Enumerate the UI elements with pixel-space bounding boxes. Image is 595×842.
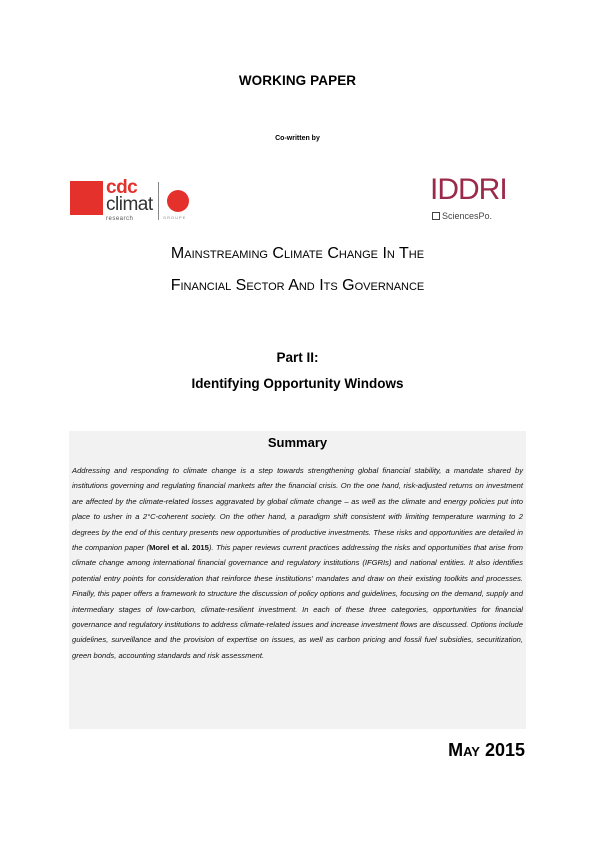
cowritten-label: Co-written by (275, 135, 320, 142)
summary-heading: Summary (267, 435, 328, 450)
sciencespo-logo-text: SciencesPo. (442, 211, 493, 221)
research-logo-text: research (106, 216, 134, 222)
cdc-logo-text: cdc (106, 177, 138, 198)
sciencespo-logo (432, 211, 492, 221)
summary-text-part-a: Addressing and responding to climate change is a step towards strengthening global financial stability, a mandate shared by institutions governing and regulating financial markets after the financial crisis. On the one hand, risk-adjusted returns on investment are affected by the climate-related losses aggravated by global climate change – as well as the climate and energy policies put into place to usher in a 2°C-coherent society. On the other hand, a paradigm shift consistent with limiting temperature warming to 2 degrees by the end of this century presents new opportunities of productive investments. These risks and opportunities are detailed in the companion paper ( (72, 466, 523, 553)
summary-text (72, 463, 523, 663)
part-label: Part II: (276, 350, 319, 365)
part-subtitle: Identifying Opportunity Windows (191, 376, 404, 391)
iddri-logo (430, 175, 530, 230)
part-title (0, 345, 595, 397)
cdc-climat-logo (70, 178, 210, 228)
summary-citation: Morel et al. 2015 (149, 543, 209, 553)
climat-logo-text: climat (106, 194, 153, 215)
title-line-2: Financial Sector And Its Governance (170, 277, 425, 294)
caisse-depots-circle-icon (167, 190, 189, 212)
paper-main-title (0, 238, 595, 302)
groupe-logo-text: GROUPE (163, 215, 187, 220)
cdc-red-square-icon (70, 181, 103, 215)
logo-divider (158, 182, 159, 220)
iddri-logo-text: IDDRI (430, 173, 507, 206)
summary-box (69, 431, 526, 729)
summary-text-part-b: ). This paper reviews current practices addressing the risks and opportunities that arise from climate change among international financial governance and regulatory institutions (IFGRIs) and national entities. It also identifies potential entry points for consideration that reinforce these institutions' mandates and draw on their existing toolkits and processes. Finally, this paper offers a framework to structure the discussion of policy options and guidelines, focusing on the demand, supply and intermediary stages of low-carbon, climate-resilient investment. In each of these three categories, opportunities for financial governance and regulatory institutions to address climate-related issues and increase investment flows are discussed. Options include guidelines, surveillance and the provision of expertise on issues, as well as carbon pricing and fossil fuel subsidies, securitization, green bonds, accounting standards and risk assessment. (72, 543, 524, 660)
working-paper-title: WORKING PAPER (238, 73, 357, 88)
sciencespo-box-icon (432, 212, 440, 220)
publication-date: May 2015 (448, 740, 525, 760)
title-line-1: Mainstreaming Climate Change In The (170, 245, 425, 262)
